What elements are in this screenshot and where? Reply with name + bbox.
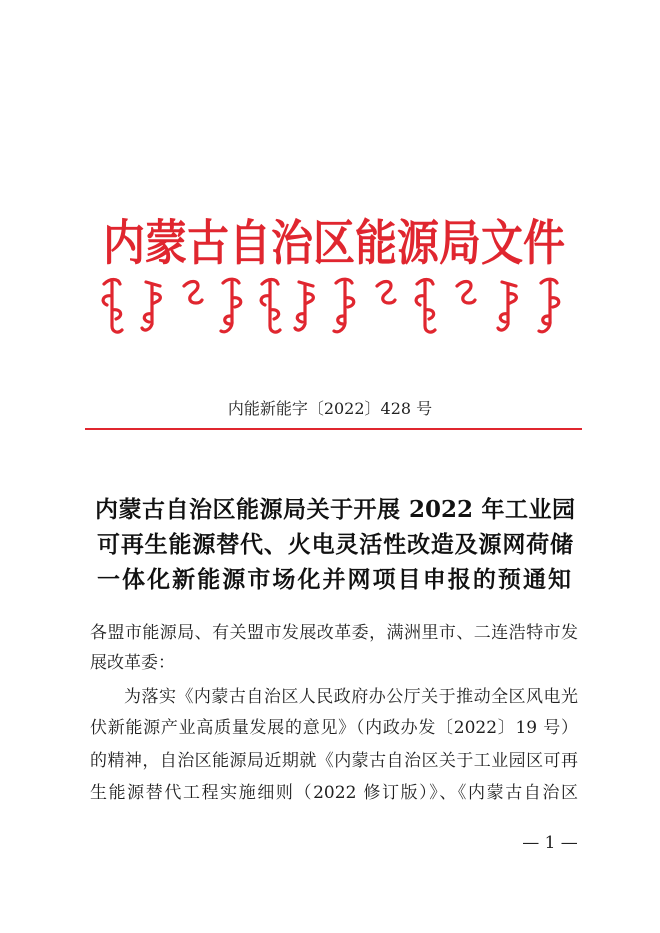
page-number: — 1 — xyxy=(522,833,578,853)
mongolian-glyph xyxy=(142,282,160,330)
red-divider-line xyxy=(85,428,582,430)
mongolian-glyph xyxy=(539,279,559,332)
mongolian-glyph xyxy=(416,280,435,333)
mongolian-glyph xyxy=(498,282,516,330)
body-text-line: 各盟市能源局、有关盟市发展改革委，满洲里市、二连浩特市发 xyxy=(90,623,578,643)
body-text-line: 为落实《内蒙古自治区人民政府办公厅关于推动全区风电光 xyxy=(124,687,578,707)
notice-title-line-3: 一体化新能源市场化并网项目申报的预通知 xyxy=(97,566,571,593)
notice-title-line-2: 可再生能源替代、火电灵活性改造及源网荷储 xyxy=(97,531,573,558)
mongolian-glyph xyxy=(261,280,280,333)
mongolian-glyph xyxy=(103,280,122,333)
document-number: 内能新能字〔2022〕428 号 xyxy=(227,399,433,418)
mongolian-glyph xyxy=(295,282,313,330)
mongolian-glyph xyxy=(377,282,395,304)
mongolian-glyph xyxy=(221,279,241,332)
letterhead-title: 内蒙古自治区能源局文件 xyxy=(103,216,565,272)
body-text-line: 生能源替代工程实施细则（2022 修订版）》、《内蒙古自治区 xyxy=(90,783,578,803)
body-text-line: 伏新能源产业高质量发展的意见》（内政办发〔2022〕19 号） xyxy=(90,718,578,738)
mongolian-glyph xyxy=(334,279,354,332)
mongolian-title-script xyxy=(90,272,580,338)
mongolian-glyph xyxy=(184,282,202,304)
body-text-line: 的精神，自治区能源局近期就《内蒙古自治区关于工业园区可再 xyxy=(90,751,578,771)
notice-title-line-1: 内蒙古自治区能源局关于开展 2022 年工业园 xyxy=(95,496,575,523)
mongolian-glyph xyxy=(457,282,475,304)
body-text-line: 展改革委： xyxy=(90,653,175,673)
